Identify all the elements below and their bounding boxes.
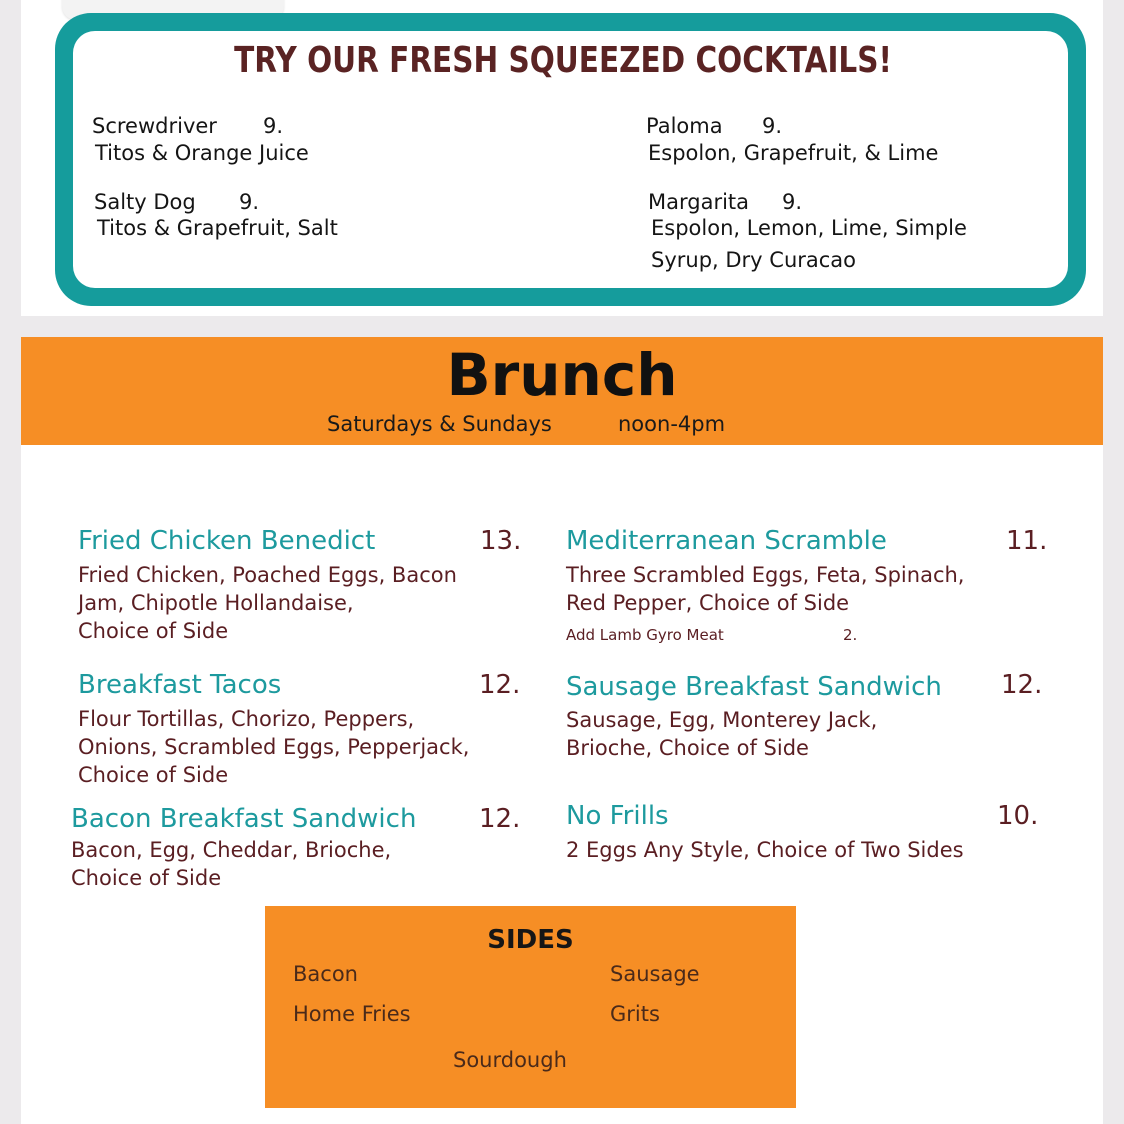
cocktail-name: Margarita (648, 190, 750, 214)
cocktail-desc: Espolon, Grapefruit, & Lime (648, 141, 939, 165)
cocktail-name: Paloma (646, 114, 723, 138)
cocktail-desc: Titos & Grapefruit, Salt (97, 216, 338, 240)
side-item-bacon: Bacon (293, 962, 358, 986)
dish-price: 12. (479, 804, 521, 834)
dish-desc-line: Jam, Chipotle Hollandaise, (78, 591, 354, 615)
dish-addon: Add Lamb Gyro Meat (566, 626, 724, 644)
side-item-home-fries: Home Fries (293, 1002, 411, 1026)
dish-price: 10. (997, 801, 1039, 831)
cocktail-desc-line: Syrup, Dry Curacao (651, 248, 857, 272)
dish-name: Breakfast Tacos (78, 670, 282, 700)
dish-desc-line: 2 Eggs Any Style, Choice of Two Sides (566, 838, 964, 862)
cocktail-desc: Titos & Orange Juice (95, 141, 309, 165)
brunch-title: Brunch (446, 341, 678, 409)
brunch-hours: noon-4pm (618, 412, 726, 436)
side-item-grits: Grits (610, 1002, 660, 1026)
cocktail-desc-line: Espolon, Lemon, Lime, Simple (651, 216, 967, 240)
dish-name: Fried Chicken Benedict (78, 526, 376, 556)
dish-desc-line: Choice of Side (78, 763, 229, 787)
dish-desc-line: Bacon, Egg, Cheddar, Brioche, (71, 838, 392, 862)
dish-price: 11. (1006, 526, 1048, 556)
dish-desc-line: Fried Chicken, Poached Eggs, Bacon (78, 563, 457, 587)
dish-name: Mediterranean Scramble (566, 526, 887, 556)
dish-desc-line: Red Pepper, Choice of Side (566, 591, 850, 615)
dish-desc-line: Choice of Side (71, 866, 222, 890)
dish-name: No Frills (566, 801, 669, 831)
cocktail-title: TRY OUR FRESH SQUEEZED COCKTAILS! (234, 40, 892, 81)
side-item-sourdough: Sourdough (453, 1048, 567, 1072)
brunch-days: Saturdays & Sundays (327, 412, 552, 436)
dish-price: 12. (479, 670, 521, 700)
sides-title: SIDES (487, 925, 574, 955)
dish-desc-line: Onions, Scrambled Eggs, Pepperjack, (78, 735, 470, 759)
dish-desc-line: Flour Tortillas, Chorizo, Peppers, (78, 707, 415, 731)
dish-name: Sausage Breakfast Sandwich (566, 672, 942, 702)
dish-price: 12. (1001, 670, 1043, 700)
cocktail-name: Salty Dog (94, 190, 196, 214)
cocktail-price: 9. (239, 190, 260, 214)
cocktail-price: 9. (263, 114, 284, 138)
dish-name: Bacon Breakfast Sandwich (71, 804, 417, 834)
dish-desc-line: Brioche, Choice of Side (566, 736, 809, 760)
cocktail-price: 9. (762, 114, 783, 138)
dish-desc-line: Sausage, Egg, Monterey Jack, (566, 708, 878, 732)
side-item-sausage: Sausage (610, 962, 700, 986)
cocktail-name: Screwdriver (92, 114, 217, 138)
dish-desc-line: Three Scrambled Eggs, Feta, Spinach, (566, 563, 965, 587)
dish-addon-price: 2. (843, 626, 858, 644)
cocktail-price: 9. (782, 190, 803, 214)
dish-price: 13. (480, 526, 522, 556)
dish-desc-line: Choice of Side (78, 619, 229, 643)
